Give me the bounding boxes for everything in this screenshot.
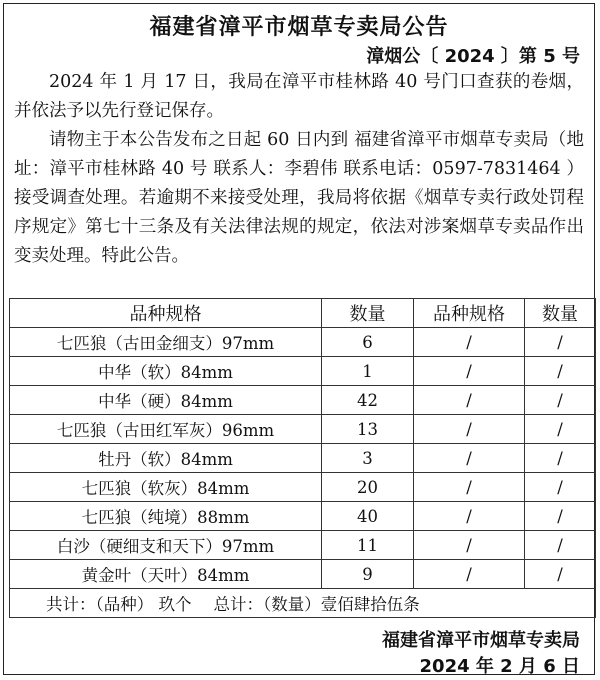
table-row bbox=[10, 531, 596, 560]
cell-quantity-2: / bbox=[525, 560, 596, 589]
table-row bbox=[10, 328, 596, 357]
cell-quantity: 6 bbox=[322, 328, 414, 357]
cell-quantity: 11 bbox=[322, 531, 414, 560]
table-row bbox=[10, 415, 596, 444]
table-row bbox=[10, 502, 596, 531]
cell-variety: 七匹狼（纯境）88mm bbox=[10, 502, 322, 531]
header-quantity: 数量 bbox=[322, 299, 414, 328]
table-row bbox=[10, 560, 596, 589]
table-header-row bbox=[10, 299, 596, 328]
cell-quantity: 42 bbox=[322, 386, 414, 415]
paragraph-instructions: 请物主于本公告发布之日起 60 日内到 福建省漳平市烟草专卖局（地址：漳平市桂林路 40 号 联系人：李碧伟 联系电话：0597-7831464 ）接受调查处理。若逾期不来接受处理，我局将依据《烟草专卖行政处罚程序规定》第七十三条及有关法律法规的规定，依法对涉案烟草专卖品作出变卖处理。特此公告。 bbox=[14, 130, 584, 266]
cell-quantity: 13 bbox=[322, 415, 414, 444]
cell-variety-2: / bbox=[414, 560, 525, 589]
issuing-organization: 福建省漳平市烟草专卖局 bbox=[382, 630, 580, 651]
cell-variety: 七匹狼（古田金细支）97mm bbox=[10, 328, 322, 357]
header-quantity-2: 数量 bbox=[525, 299, 596, 328]
seized-goods-table bbox=[9, 298, 596, 618]
cell-variety: 黄金叶（天叶）84mm bbox=[10, 560, 322, 589]
cell-quantity-2: / bbox=[525, 502, 596, 531]
notice-body bbox=[14, 68, 584, 271]
cell-quantity: 40 bbox=[322, 502, 414, 531]
document-number: 漳烟公〔 2024 〕第 5 号 bbox=[366, 46, 580, 67]
cell-quantity: 9 bbox=[322, 560, 414, 589]
total-quantity: 总计：（数量）壹佰肆拾伍条 bbox=[213, 595, 420, 614]
cell-variety-2: / bbox=[414, 444, 525, 473]
cell-variety: 中华（硬）84mm bbox=[10, 386, 322, 415]
cell-variety: 中华（软）84mm bbox=[10, 357, 322, 386]
cell-variety-2: / bbox=[414, 473, 525, 502]
cell-quantity-2: / bbox=[525, 415, 596, 444]
cell-variety: 七匹狼（古田红军灰）96mm bbox=[10, 415, 322, 444]
table-row bbox=[10, 357, 596, 386]
cell-quantity-2: / bbox=[525, 357, 596, 386]
paragraph-seizure: 2024 年 1 月 17 日，我局在漳平市桂林路 40 号门口查获的卷烟，并依法予以先行登记保存。 bbox=[14, 72, 584, 121]
cell-variety: 七匹狼（软灰）84mm bbox=[10, 473, 322, 502]
cell-variety-2: / bbox=[414, 531, 525, 560]
cell-variety: 牡丹（软）84mm bbox=[10, 444, 322, 473]
cell-quantity-2: / bbox=[525, 328, 596, 357]
cell-variety-2: / bbox=[414, 386, 525, 415]
table-total-row bbox=[10, 589, 596, 618]
cell-variety-2: / bbox=[414, 502, 525, 531]
cell-variety-2: / bbox=[414, 357, 525, 386]
cell-variety-2: / bbox=[414, 328, 525, 357]
cell-quantity: 3 bbox=[322, 444, 414, 473]
cell-quantity-2: / bbox=[525, 473, 596, 502]
header-variety: 品种规格 bbox=[10, 299, 322, 328]
cell-quantity-2: / bbox=[525, 531, 596, 560]
notice-title: 福建省漳平市烟草专卖局公告 bbox=[149, 15, 449, 40]
table-row bbox=[10, 444, 596, 473]
cell-quantity-2: / bbox=[525, 386, 596, 415]
table-row bbox=[10, 386, 596, 415]
table-row bbox=[10, 473, 596, 502]
notice-frame bbox=[3, 3, 595, 675]
cell-quantity: 1 bbox=[322, 357, 414, 386]
cell-variety: 白沙（硬细支和天下）97mm bbox=[10, 531, 322, 560]
issue-date: 2024 年 2 月 6 日 bbox=[419, 656, 580, 677]
cell-quantity: 20 bbox=[322, 473, 414, 502]
cell-variety-2: / bbox=[414, 415, 525, 444]
header-variety-2: 品种规格 bbox=[414, 299, 525, 328]
totals-cell bbox=[10, 589, 596, 618]
total-varieties: 共计：（品种） 玖个 bbox=[46, 595, 192, 614]
cell-quantity-2: / bbox=[525, 444, 596, 473]
